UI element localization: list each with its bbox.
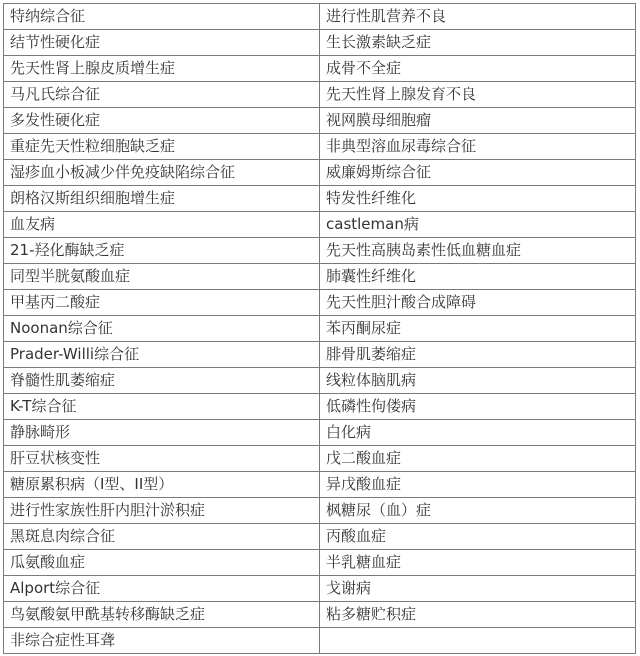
table-row: [4, 394, 636, 420]
disease-cell-right: 成骨不全症: [320, 56, 636, 82]
disease-table: [3, 3, 636, 654]
disease-cell-right: 低磷性佝偻病: [320, 394, 636, 420]
table-row: [4, 420, 636, 446]
table-row: [4, 108, 636, 134]
disease-cell-left: K-T综合征: [4, 394, 320, 420]
disease-cell-left: 糖原累积病（I型、II型）: [4, 472, 320, 498]
disease-cell-left: Prader-Willi综合征: [4, 342, 320, 368]
table-row: [4, 576, 636, 602]
disease-cell-left: 黑斑息肉综合征: [4, 524, 320, 550]
table-row: [4, 550, 636, 576]
disease-cell-right: 进行性肌营养不良: [320, 4, 636, 30]
table-row: [4, 316, 636, 342]
disease-cell-right: 威廉姆斯综合征: [320, 160, 636, 186]
disease-cell-right: 非典型溶血尿毒综合征: [320, 134, 636, 160]
disease-cell-right: 戈谢病: [320, 576, 636, 602]
disease-cell-left: 21-羟化酶缺乏症: [4, 238, 320, 264]
disease-cell-left: Noonan综合征: [4, 316, 320, 342]
disease-cell-left: 静脉畸形: [4, 420, 320, 446]
disease-cell-right: 苯丙酮尿症: [320, 316, 636, 342]
disease-cell-right: 腓骨肌萎缩症: [320, 342, 636, 368]
table-row: [4, 82, 636, 108]
disease-cell-left: 同型半胱氨酸血症: [4, 264, 320, 290]
disease-cell-left: 非综合症性耳聋: [4, 628, 320, 654]
disease-cell-right: 白化病: [320, 420, 636, 446]
disease-cell-right: [320, 628, 636, 654]
disease-cell-right: 枫糖尿（血）症: [320, 498, 636, 524]
disease-cell-right: 先天性高胰岛素性低血糖血症: [320, 238, 636, 264]
disease-cell-right: castleman病: [320, 212, 636, 238]
disease-cell-right: 先天性肾上腺发育不良: [320, 82, 636, 108]
table-row: [4, 238, 636, 264]
disease-cell-left: 甲基丙二酸症: [4, 290, 320, 316]
disease-cell-right: 半乳糖血症: [320, 550, 636, 576]
table-row: [4, 602, 636, 628]
table-row: [4, 30, 636, 56]
table-row: [4, 342, 636, 368]
table-row: [4, 628, 636, 654]
disease-cell-left: Alport综合征: [4, 576, 320, 602]
disease-cell-left: 结节性硬化症: [4, 30, 320, 56]
disease-cell-left: 重症先天性粒细胞缺乏症: [4, 134, 320, 160]
table-row: [4, 368, 636, 394]
disease-cell-right: 肺囊性纤维化: [320, 264, 636, 290]
table-row: [4, 160, 636, 186]
disease-cell-left: 朗格汉斯组织细胞增生症: [4, 186, 320, 212]
disease-cell-right: 丙酸血症: [320, 524, 636, 550]
disease-cell-right: 线粒体脑肌病: [320, 368, 636, 394]
table-row: [4, 4, 636, 30]
disease-cell-right: 粘多糖贮积症: [320, 602, 636, 628]
disease-cell-left: 瓜氨酸血症: [4, 550, 320, 576]
disease-cell-left: 湿疹血小板减少伴免疫缺陷综合征: [4, 160, 320, 186]
disease-cell-left: 多发性硬化症: [4, 108, 320, 134]
disease-cell-left: 血友病: [4, 212, 320, 238]
disease-cell-left: 肝豆状核变性: [4, 446, 320, 472]
table-row: [4, 498, 636, 524]
table-row: [4, 134, 636, 160]
disease-cell-left: 特纳综合征: [4, 4, 320, 30]
table-row: [4, 524, 636, 550]
table-row: [4, 264, 636, 290]
table-row: [4, 56, 636, 82]
disease-table-body: [4, 4, 636, 654]
disease-cell-right: 异戊酸血症: [320, 472, 636, 498]
disease-cell-left: 鸟氨酸氨甲酰基转移酶缺乏症: [4, 602, 320, 628]
disease-cell-right: 特发性纤维化: [320, 186, 636, 212]
table-row: [4, 212, 636, 238]
disease-cell-right: 生长激素缺乏症: [320, 30, 636, 56]
disease-cell-left: 脊髓性肌萎缩症: [4, 368, 320, 394]
disease-cell-left: 先天性肾上腺皮质增生症: [4, 56, 320, 82]
table-row: [4, 186, 636, 212]
table-row: [4, 446, 636, 472]
disease-cell-left: 马凡氏综合征: [4, 82, 320, 108]
disease-cell-right: 视网膜母细胞瘤: [320, 108, 636, 134]
disease-cell-right: 戊二酸血症: [320, 446, 636, 472]
disease-cell-right: 先天性胆汁酸合成障碍: [320, 290, 636, 316]
table-row: [4, 472, 636, 498]
table-row: [4, 290, 636, 316]
disease-cell-left: 进行性家族性肝内胆汁淤积症: [4, 498, 320, 524]
